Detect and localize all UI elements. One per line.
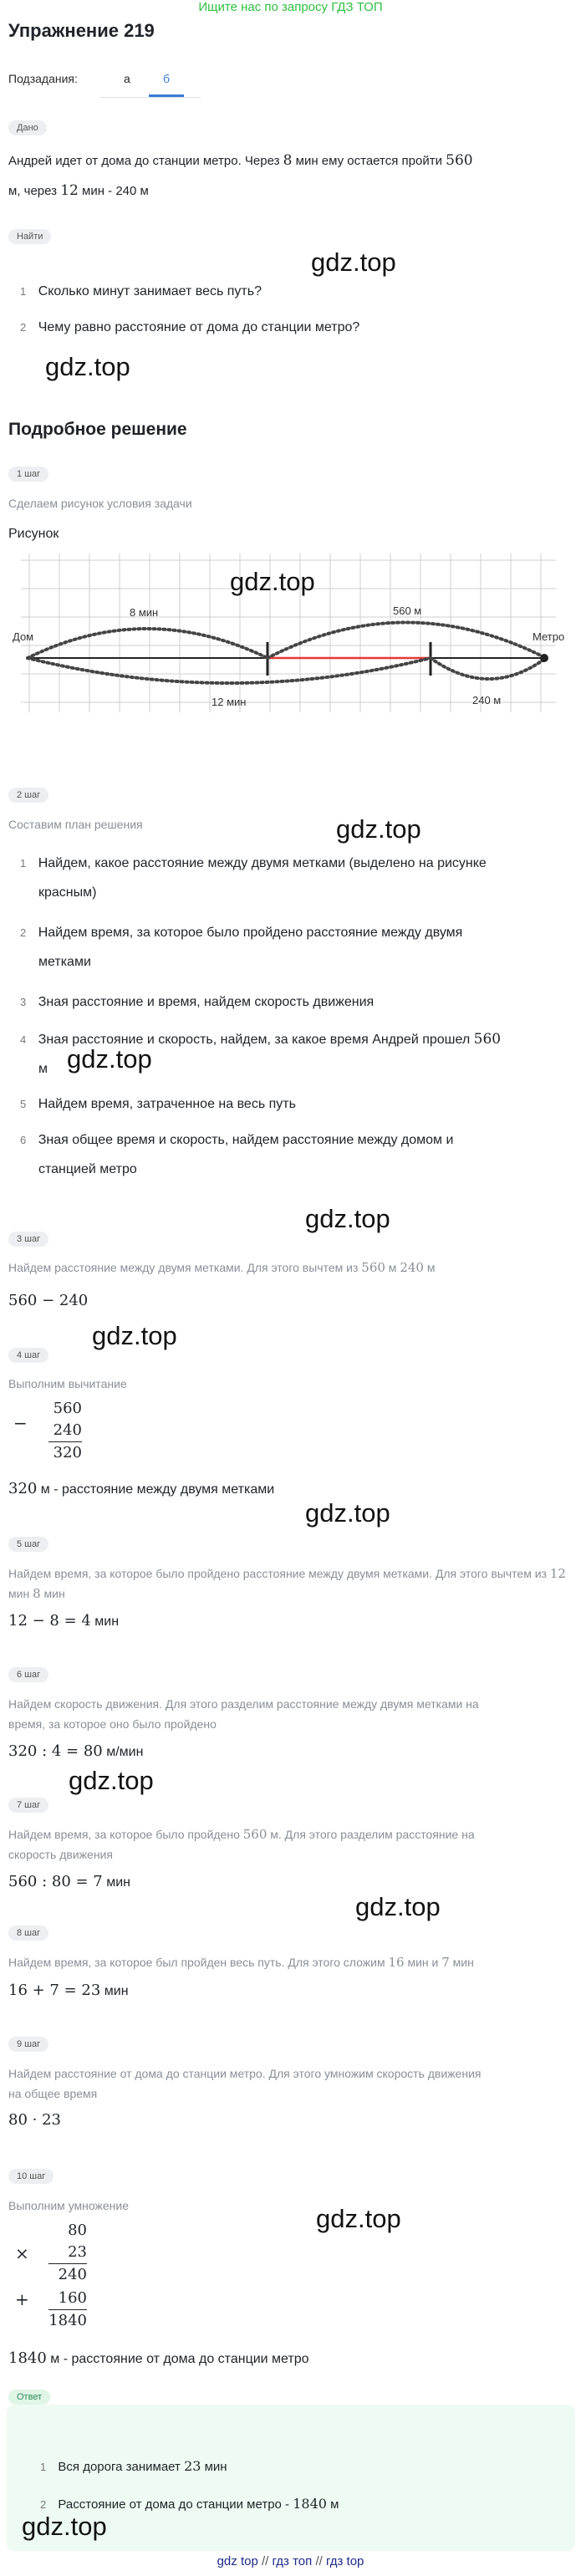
answer-item-text: Вся дорога занимает: [58, 2460, 185, 2474]
given-chip: Дано: [8, 120, 47, 135]
math-expression: [8, 1982, 129, 1999]
given-text: Андрей идет от дома до станции метро. Через: [8, 154, 283, 168]
desc-text: Найдем время, за которое был пройден весь путь. Для этого сложим: [8, 1956, 389, 1969]
step-chip: 10 шаг: [8, 2169, 54, 2184]
step-result: [8, 1480, 274, 1497]
given-line-2: [8, 176, 149, 207]
column-rule: [48, 1441, 82, 1442]
desc-text: мин: [8, 1587, 33, 1600]
given-number: 560: [446, 152, 473, 169]
desc-text: м. Для этого разделим расстояние на: [267, 1828, 475, 1841]
unit: м/мин: [102, 1745, 144, 1759]
result-text: м - расстояние от дома до станции метро: [46, 2352, 309, 2366]
watermark: gdz.top: [22, 2512, 107, 2541]
step-description: [8, 1824, 577, 1864]
find-item-text: Сколько минут занимает весь путь?: [38, 284, 262, 298]
desc-text: мин: [40, 1587, 65, 1600]
plan-item-text: Зная расстояние и время, найдем скорость движения: [38, 995, 375, 1009]
watermark: gdz.top: [311, 247, 396, 277]
step-chip: 8 шаг: [8, 1926, 48, 1941]
step-chip: 9 шаг: [8, 2037, 48, 2052]
expression: 12 − 8 = 4: [8, 1612, 91, 1630]
solution-title: Подробное решение: [8, 420, 187, 439]
page-title: Упражнение 219: [8, 20, 155, 41]
desc-number: 8: [33, 1586, 41, 1601]
step-description: Сделаем рисунок условия задачи: [8, 497, 192, 510]
desc-text: м: [423, 1261, 436, 1274]
plan-item-number-value: 560: [473, 1031, 502, 1048]
plan-item-number: 2: [20, 926, 27, 939]
desc-text: Найдем расстояние между двумя метками. Для этого вычтем из: [8, 1261, 362, 1274]
watermark: gdz.top: [316, 2204, 401, 2233]
given-number: 12: [60, 182, 79, 199]
subtasks-label: Подзадания:: [8, 72, 78, 85]
watermark: gdz.top: [69, 1766, 154, 1795]
footer-link[interactable]: гдз top: [325, 2554, 364, 2568]
step-description: [8, 1952, 577, 1972]
answer-item-value: 23: [184, 2458, 201, 2474]
column-factor-1: 80: [68, 2221, 87, 2239]
step-chip: 6 шаг: [8, 1667, 48, 1682]
label-home: Дом: [13, 630, 34, 643]
plan-item: [20, 1125, 572, 1184]
plan-item-text: Зная общее время и скорость, найдем расстояние между домом и: [38, 1133, 454, 1147]
answer-item: [40, 2496, 339, 2512]
find-item-number: 1: [20, 285, 27, 298]
label-metro: Метро: [533, 630, 565, 643]
plan-item-text: метками: [38, 955, 91, 969]
column-partial-2: 160: [58, 2289, 87, 2307]
tabs-divider: [100, 97, 201, 98]
find-item-text: Чему равно расстояние от дома до станции метро?: [38, 320, 360, 334]
footer-link[interactable]: gdz top: [217, 2554, 258, 2568]
column-product: 1840: [48, 2312, 87, 2329]
step-description: Выполним вычитание: [8, 1377, 127, 1390]
given-number: 8: [283, 152, 293, 169]
column-rule: [48, 2263, 87, 2264]
plan-item-text: Найдем время, затраченное на весь путь: [38, 1097, 296, 1111]
label-8-min: 8 мин: [130, 606, 159, 619]
desc-text: на общее время: [8, 2087, 98, 2100]
step-chip: 2 шаг: [8, 788, 48, 803]
desc-text: время, за которое оно было пройдено: [8, 1717, 217, 1731]
plan-item: [20, 849, 572, 907]
watermark: gdz.top: [230, 567, 315, 596]
label-560-m: 560 м: [393, 604, 422, 617]
plan-item-text: м: [38, 1062, 48, 1076]
step-description: [8, 1563, 577, 1604]
column-difference: 320: [53, 1444, 82, 1461]
result-number: 320: [8, 1480, 38, 1497]
watermark: gdz.top: [336, 814, 421, 844]
plan-item: [20, 987, 374, 1017]
step-description: [8, 1694, 577, 1734]
column-partial-1: 240: [58, 2266, 87, 2283]
math-expression: 560 − 240: [8, 1292, 89, 1309]
find-item: [20, 277, 262, 306]
answer-item-value: 1840: [293, 2496, 327, 2512]
answer-chip: Ответ: [8, 2390, 50, 2405]
label-12-min: 12 мин: [212, 696, 247, 708]
times-sign: ×: [15, 2243, 29, 2263]
answer-item-unit: мин: [201, 2460, 227, 2474]
arc-240-m: [431, 658, 546, 679]
desc-text: Найдем расстояние от дома до станции метро. Для этого умножим скорость движения: [8, 2067, 482, 2080]
expression: 560 : 80 = 7: [8, 1873, 103, 1890]
given-text: мин ему остается пройти: [292, 154, 446, 168]
answer-item-number: 1: [40, 2461, 47, 2473]
watermark: gdz.top: [92, 1321, 177, 1350]
desc-text: мин: [449, 1956, 474, 1969]
result-text: м - расстояние между двумя метками: [37, 1482, 275, 1497]
math-expression: [8, 1873, 130, 1890]
watermark: gdz.top: [355, 1892, 441, 1921]
given-line-1: [8, 145, 577, 176]
answer-item-unit: м: [326, 2497, 339, 2512]
desc-number: 12: [549, 1566, 566, 1581]
arc-8-min: [28, 629, 268, 658]
desc-text: Найдем время, за которое было пройдено: [8, 1828, 243, 1841]
math-expression: 80 · 23: [8, 2111, 61, 2129]
step-description: Выполним умножение: [8, 2199, 130, 2212]
answer-item: [40, 2458, 227, 2474]
given-text: мин - 240 м: [78, 184, 149, 198]
column-subtrahend: 240: [53, 1421, 82, 1439]
unit: мин: [90, 1614, 120, 1629]
column-rule: [48, 2309, 87, 2310]
math-expression: [8, 1612, 119, 1630]
given-text: м, через: [8, 184, 61, 198]
desc-text: скорость движения: [8, 1848, 113, 1861]
desc-number: 560: [242, 1827, 268, 1842]
unit: мин: [102, 1875, 130, 1890]
figure-heading: Рисунок: [8, 527, 59, 541]
footer-separator: //: [315, 2554, 326, 2568]
desc-text: Найдем скорость движения. Для этого разделим расстояние между двумя метками на: [8, 1697, 479, 1711]
plan-item-number: 6: [20, 1134, 27, 1146]
desc-number: 7: [441, 1955, 450, 1970]
plan-item: [20, 918, 572, 977]
desc-number: 16: [388, 1955, 405, 1970]
tab-a[interactable]: а: [124, 72, 130, 85]
plan-item-number: 4: [20, 1033, 27, 1046]
column-minuend: 560: [53, 1400, 82, 1417]
desc-number: 560: [361, 1260, 385, 1275]
find-item-number: 2: [20, 321, 27, 334]
search-hint-link[interactable]: Ищите нас по запросу ГДЗ ТОП: [198, 0, 383, 14]
plan-item-number: 3: [20, 996, 27, 1008]
tab-b[interactable]: б: [163, 72, 171, 85]
math-expression: [8, 1742, 143, 1760]
active-tab-indicator: [149, 94, 184, 97]
step-description: Составим план решения: [8, 818, 143, 831]
step-result: [8, 2349, 309, 2367]
watermark: gdz.top: [305, 1204, 390, 1233]
desc-text: Найдем время, за которое было пройдено расстояние между двумя метками. Для этого вычтем из: [8, 1567, 550, 1580]
answer-item-number: 2: [40, 2498, 47, 2511]
find-item: [20, 313, 359, 342]
find-chip: Найти: [8, 229, 51, 244]
plan-item-text: Зная расстояние и скорость, найдем, за какое время Андрей прошел: [38, 1033, 474, 1047]
step-chip: 5 шаг: [8, 1537, 48, 1552]
plan-item: [20, 1089, 296, 1119]
desc-number: 240: [400, 1260, 424, 1275]
step-description: [8, 2063, 577, 2104]
footer-link[interactable]: гдз топ: [272, 2554, 313, 2568]
minus-sign: −: [13, 1413, 28, 1433]
expression: 16 + 7 = 23: [8, 1982, 101, 1999]
plan-item-text: станцией метро: [38, 1162, 137, 1176]
metro-endpoint: [540, 654, 548, 662]
step-chip: 4 шаг: [8, 1348, 48, 1363]
label-240-m: 240 м: [472, 694, 502, 706]
answer-item-text: Расстояние от дома до станции метро -: [58, 2497, 293, 2512]
unit: мин: [100, 1984, 129, 1998]
column-factor-2: 23: [68, 2243, 87, 2261]
step-description: [8, 1257, 435, 1278]
desc-text: м: [385, 1261, 400, 1274]
watermark: gdz.top: [45, 352, 130, 381]
plan-item-text: красным): [38, 885, 97, 900]
step-chip: 1 шаг: [8, 467, 48, 482]
plan-item-text: Найдем, какое расстояние между двумя метками (выделено на рисунке: [38, 856, 487, 870]
step-chip: 3 шаг: [8, 1232, 48, 1247]
arc-560-m: [268, 623, 546, 659]
watermark: gdz.top: [305, 1498, 390, 1528]
step-chip: 7 шаг: [8, 1798, 48, 1813]
footer-links: [0, 2554, 581, 2568]
watermark: gdz.top: [67, 1044, 152, 1074]
plan-item-number: 5: [20, 1098, 27, 1110]
footer-separator: //: [261, 2554, 273, 2568]
plus-sign: +: [15, 2289, 29, 2309]
desc-text: мин и: [404, 1956, 442, 1969]
result-number: 1840: [8, 2349, 47, 2367]
plan-item-number: 1: [20, 857, 27, 870]
arc-12-min: [28, 658, 431, 683]
plan-item-text: Найдем время, за которое было пройдено расстояние между двумя: [38, 926, 463, 940]
expression: 320 : 4 = 80: [8, 1742, 103, 1760]
